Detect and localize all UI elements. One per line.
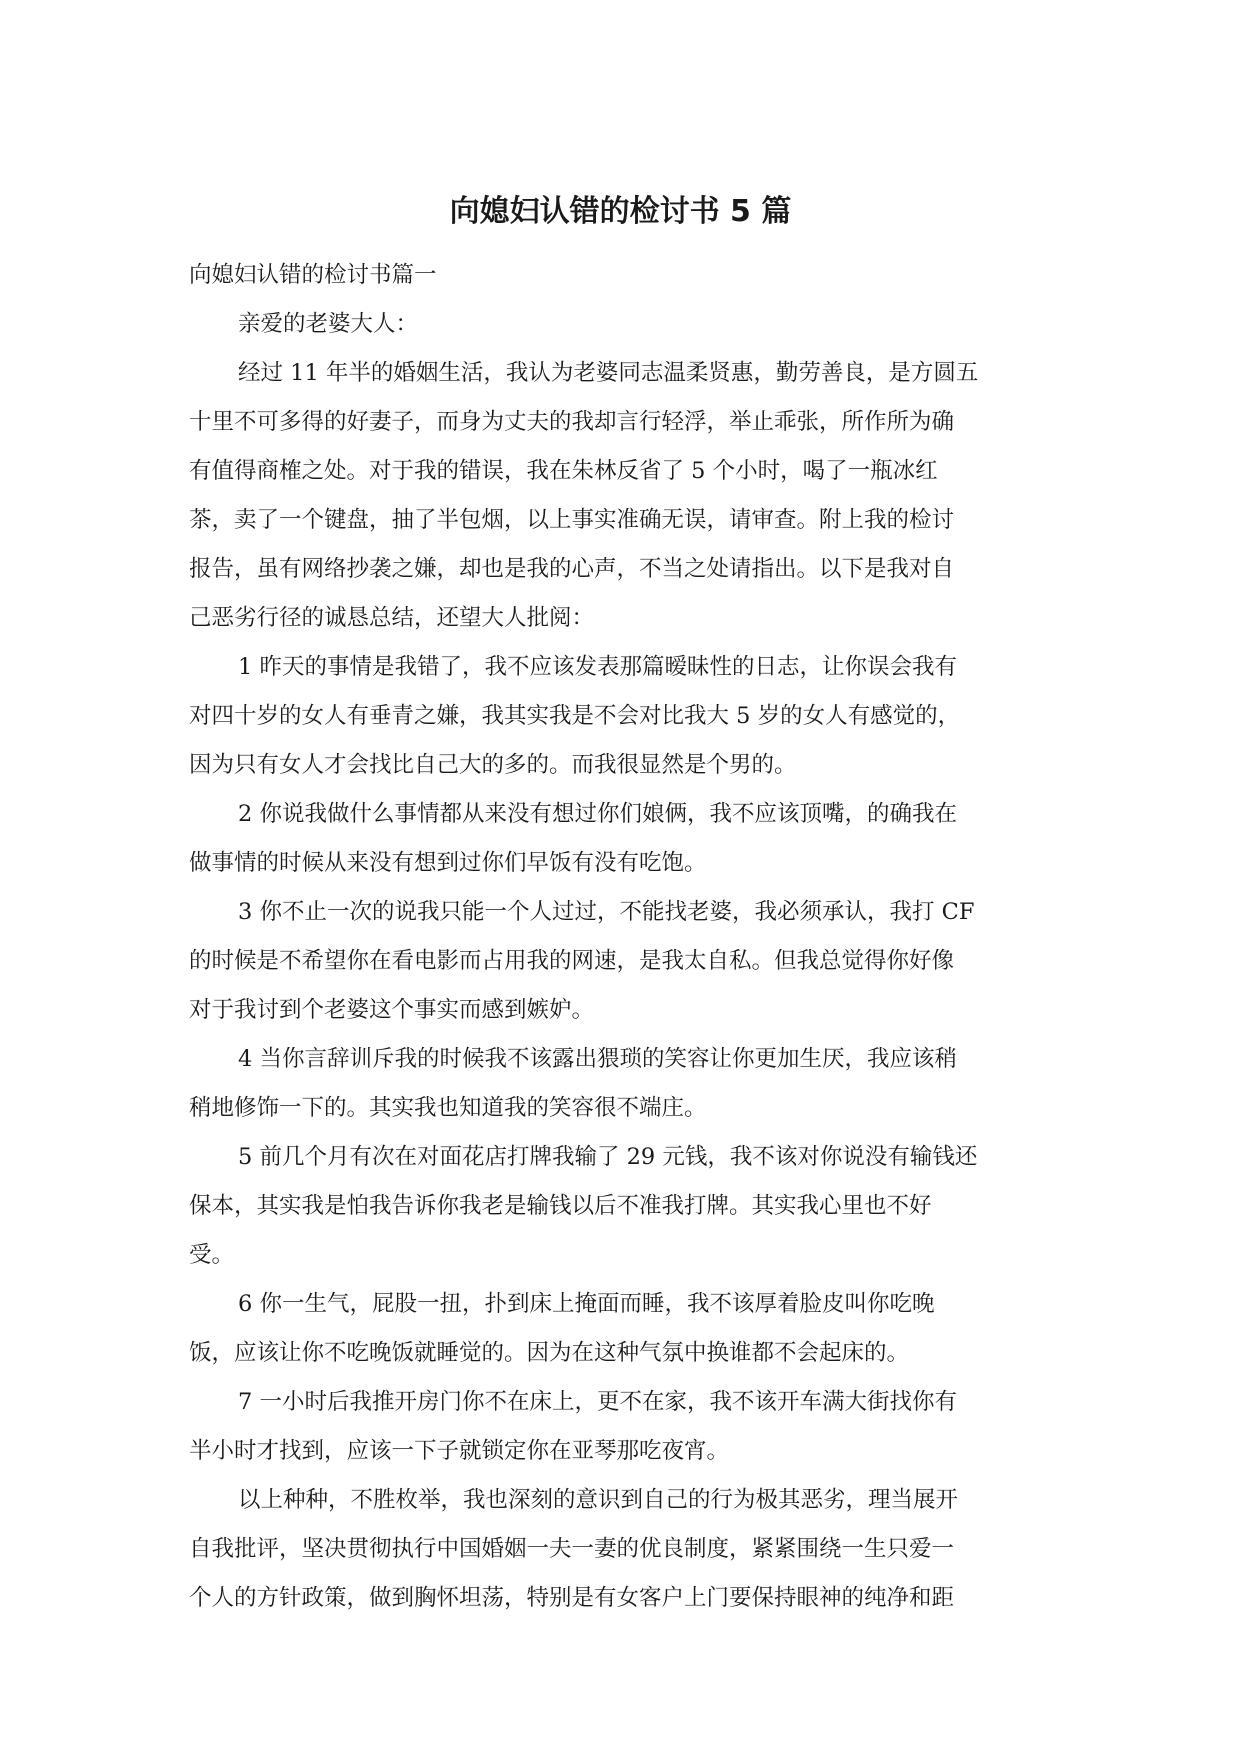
- paragraph: [189, 1280, 1051, 1378]
- paragraph: [189, 1378, 1051, 1476]
- paragraph-line: 3 你不止一次的说我只能一个人过过，不能找老婆，我必须承认，我打 CF: [238, 899, 975, 925]
- paragraph-line: 个人的方针政策，做到胸怀坦荡，特别是有女客户上门要保持眼神的纯净和距: [189, 1585, 955, 1611]
- paragraph: [189, 643, 1051, 790]
- paragraph: [189, 888, 1051, 1035]
- paragraph: [189, 349, 1051, 643]
- document-title: 向媳妇认错的检讨书 5 篇: [449, 194, 792, 229]
- paragraph-line: 稍地修饰一下的。其实我也知道我的笑容很不端庄。: [189, 1095, 707, 1121]
- paragraph-line: 5 前几个月有次在对面花店打牌我输了 29 元钱，我不该对你说没有输钱还: [238, 1144, 978, 1170]
- greeting: [189, 300, 1051, 349]
- paragraph-line: 因为只有女人才会找比自己大的多的。而我很显然是个男的。: [189, 752, 797, 778]
- greeting-line: 亲爱的老婆大人：: [238, 311, 419, 337]
- paragraph-line: 做事情的时候从来没有想到过你们早饭有没有吃饱。: [189, 850, 707, 876]
- paragraph-line: 报告，虽有网络抄袭之嫌，却也是我的心声，不当之处请指出。以下是我对自: [189, 556, 955, 582]
- paragraph-line: 有值得商榷之处。对于我的错误，我在朱林反省了 5 个小时，喝了一瓶冰红: [189, 458, 938, 484]
- paragraph-line: 对于我讨到个老婆这个事实而感到嫉妒。: [189, 997, 595, 1023]
- paragraph-line: 1 昨天的事情是我错了，我不应该发表那篇暧昧性的日志，让你误会我有: [238, 654, 957, 680]
- paragraph-line: 对四十岁的女人有垂青之嫌，我其实我是不会对比我大 5 岁的女人有感觉的，: [189, 703, 961, 729]
- paragraph-line: 7 一小时后我推开房门你不在床上，更不在家，我不该开车满大街找你有: [238, 1389, 957, 1415]
- paragraph-line: 2 你说我做什么事情都从来没有想过你们娘俩，我不应该顶嘴，的确我在: [238, 801, 957, 827]
- paragraph: [189, 790, 1051, 888]
- paragraph-list: [189, 349, 1051, 1623]
- paragraph: [189, 1035, 1051, 1133]
- paragraph: [189, 1133, 1051, 1280]
- paragraph-line: 自我批评，坚决贯彻执行中国婚姻一夫一妻的优良制度，紧紧围绕一生只爱一: [189, 1536, 955, 1562]
- paragraph-line: 十里不可多得的好妻子，而身为丈夫的我却言行轻浮，举止乖张，所作所为确: [189, 409, 955, 435]
- document-body: [189, 251, 1051, 1623]
- paragraph-line: 保本，其实我是怕我告诉你我老是输钱以后不准我打牌。其实我心里也不好: [189, 1193, 932, 1219]
- paragraph-line: 半小时才找到，应该一下子就锁定你在亚琴那吃夜宵。: [189, 1438, 730, 1464]
- paragraph-line: 饭，应该让你不吃晚饭就睡觉的。因为在这种气氛中换谁都不会起床的。: [189, 1340, 910, 1366]
- paragraph-line: 以上种种，不胜枚举，我也深刻的意识到自己的行为极其恶劣，理当展开: [238, 1487, 959, 1513]
- paragraph-line: 6 你一生气，屁股一扭，扑到床上掩面而睡，我不该厚着脸皮叫你吃晚: [238, 1291, 935, 1317]
- paragraph-line: 茶，卖了一个键盘，抽了半包烟，以上事实准确无误，请审查。附上我的检讨: [189, 507, 955, 533]
- paragraph: [189, 1476, 1051, 1623]
- paragraph-line: 经过 11 年半的婚姻生活，我认为老婆同志温柔贤惠，勤劳善良，是方圆五: [238, 360, 979, 386]
- paragraph-line: 己恶劣行径的诚恳总结，还望大人批阅：: [189, 605, 595, 631]
- paragraph-line: 受。: [189, 1242, 235, 1268]
- paragraph-line: 4 当你言辞训斥我的时候我不该露出猥琐的笑容让你更加生厌，我应该稍: [238, 1046, 957, 1072]
- section-heading: 向媳妇认错的检讨书篇一: [189, 262, 437, 288]
- paragraph-line: 的时候是不希望你在看电影而占用我的网速，是我太自私。但我总觉得你好像: [189, 948, 955, 974]
